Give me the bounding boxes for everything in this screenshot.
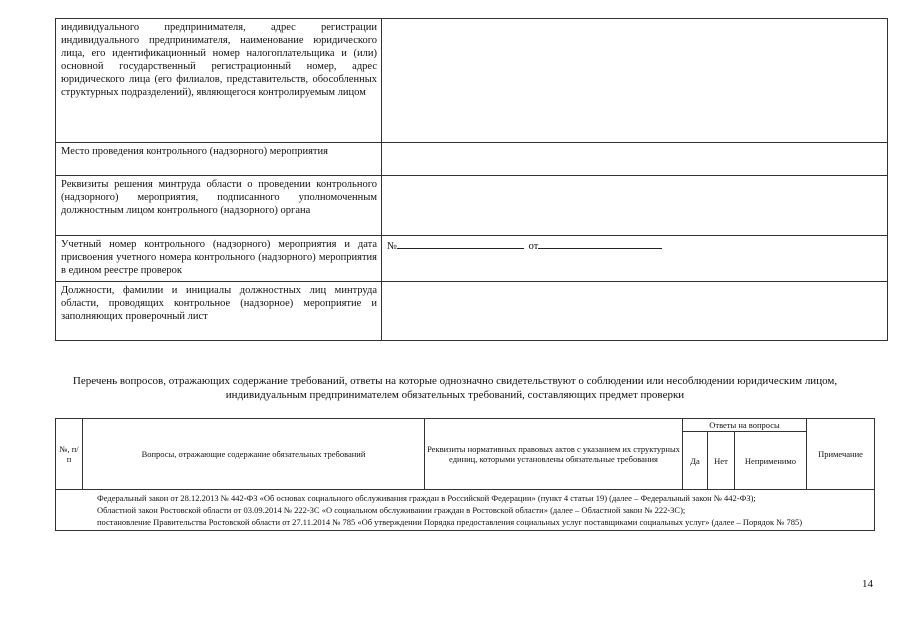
registry-number-cell [382,236,888,282]
number-prefix: № [387,241,398,252]
row-label: индивидуального предпринимателя, адрес регистрации индивидуального предпринимателя, наименование юридического лица, его идентификационный номер налогоплательщика и (или) основной государственный регистрационный номер, адрес юридического лица (его филиалов, представительств, обособленных структурных подразделений), являющегося контролируемым лицом [56,19,382,143]
table-row [56,176,888,236]
header-yes: Да [683,432,708,490]
header-num: №, п/п [56,419,83,490]
row-label: Должности, фамилии и инициалы должностных лиц минтруда области, проводящих контрольное (надзорное) мероприятие и заполняющих проверочный лист [56,282,382,341]
section-heading: Перечень вопросов, отражающих содержание требований, ответы на которые однозначно свидетельствуют о соблюдении или несоблюдении юридическим лицом, индивидуальным предпринимателем обязательных требований, составляющих предмет проверки [72,375,838,401]
number-field[interactable] [397,238,524,249]
law-item: Федеральный закон от 28.12.2013 № 442-ФЗ «Об основах социального обслуживания граждан в Российской Федерации» (пункт 4 статьи 19) (далее – Федеральный закон № 442-ФЗ); [97,493,756,503]
law-item: постановление Правительства Ростовской области от 27.11.2014 № 785 «Об утверждении Порядка предоставления социальных услуг поставщиками социальных услуг» (далее – Порядок № 785) [97,517,803,527]
row-label: Реквизиты решения минтруда области о проведении контрольного (надзорного) мероприятия, подписанного уполномоченным должностным лицом контрольного (надзорного) органа [56,176,382,236]
table-row [56,143,888,176]
row-value[interactable] [382,143,888,176]
laws-row [56,490,875,531]
header-no: Нет [708,432,735,490]
row-label: Учетный номер контрольного (надзорного) мероприятия и дата присвоения учетного номера контрольного (надзорного) мероприятия в едином реестре проверок [56,236,382,282]
date-prefix: от [528,241,539,252]
page-number: 14 [862,578,873,590]
table-row [56,236,888,282]
header-requisites: Реквизиты нормативных правовых актов с указанием их структурных единиц, которыми установлены обязательные требования [425,419,683,490]
header-note: Примечание [807,419,875,490]
row-value[interactable] [382,19,888,143]
header-answers-group: Ответы на вопросы [683,419,807,432]
laws-cell [56,490,875,531]
law-item: Областной закон Ростовской области от 03.09.2014 № 222-ЗС «О социальном обслуживании граждан в Ростовской области» (далее – Областной закон № 222-ЗС); [97,505,686,515]
header-not-applicable: Неприменимо [735,432,807,490]
date-field[interactable] [538,238,662,249]
table-row [56,19,888,143]
header-row [56,419,875,432]
questions-table [55,418,875,531]
inspection-info-table [55,18,888,341]
row-value[interactable] [382,176,888,236]
row-value[interactable] [382,282,888,341]
header-question: Вопросы, отражающие содержание обязательных требований [83,419,425,490]
table-row [56,282,888,341]
row-label: Место проведения контрольного (надзорного) мероприятия [56,143,382,176]
